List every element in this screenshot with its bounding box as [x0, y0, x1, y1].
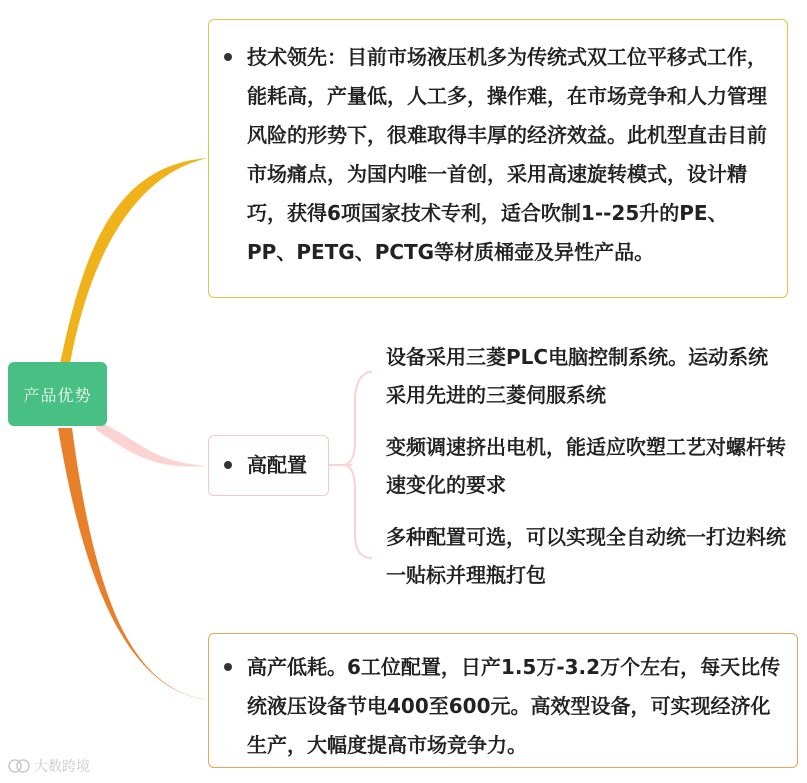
branch-text: 技术领先：目前市场液压机多为传统式双工位平移式工作，能耗高，产量低，人工多，操作难，在市场竞争和人力管理风险的形势下，很难取得丰厚的经济效益。此机型直击目前市场痛点，为国内唯一首创，采用高速旋转模式，设计精巧，获得6项国家技术专利，适合吹制1--25升的PE、PP、PETG、PCTG等材质桶壶及异性产品。 [221, 38, 767, 272]
branch-node-tech-lead[interactable] [208, 19, 788, 298]
root-label: 产品优势 [23, 385, 92, 405]
root-node[interactable] [8, 362, 107, 426]
sub-node-plc[interactable]: 设备采用三菱PLC电脑控制系统。运动系统采用先进的三菱伺服系统 [386, 345, 769, 407]
watermark-logo-icon [8, 758, 30, 774]
watermark-text: 大数跨境 [34, 759, 90, 775]
branch-connector-1 [60, 158, 208, 364]
branch-node-high-output[interactable] [208, 633, 798, 768]
branch-text: 高产低耗。6工位配置，日产1.5万-3.2万个左右，每天比传统液压设备节电400至600元。高效型设备，可实现经济化生产，大幅度提高市场竞争力。 [221, 648, 783, 765]
branch-connector-2 [96, 420, 208, 467]
branch-text: 高配置 [221, 446, 307, 485]
watermark [8, 756, 90, 776]
branch-connector-3 [58, 428, 208, 700]
sub-node-options[interactable]: 多种配置可选，可以实现全自动统一打边料统一贴标并理瓶打包 [386, 525, 786, 587]
sub-bracket [329, 372, 372, 558]
sub-node-motor[interactable]: 变频调速挤出电机，能适应吹塑工艺对螺杆转速变化的要求 [386, 435, 786, 497]
branch-node-high-config[interactable] [208, 435, 329, 496]
